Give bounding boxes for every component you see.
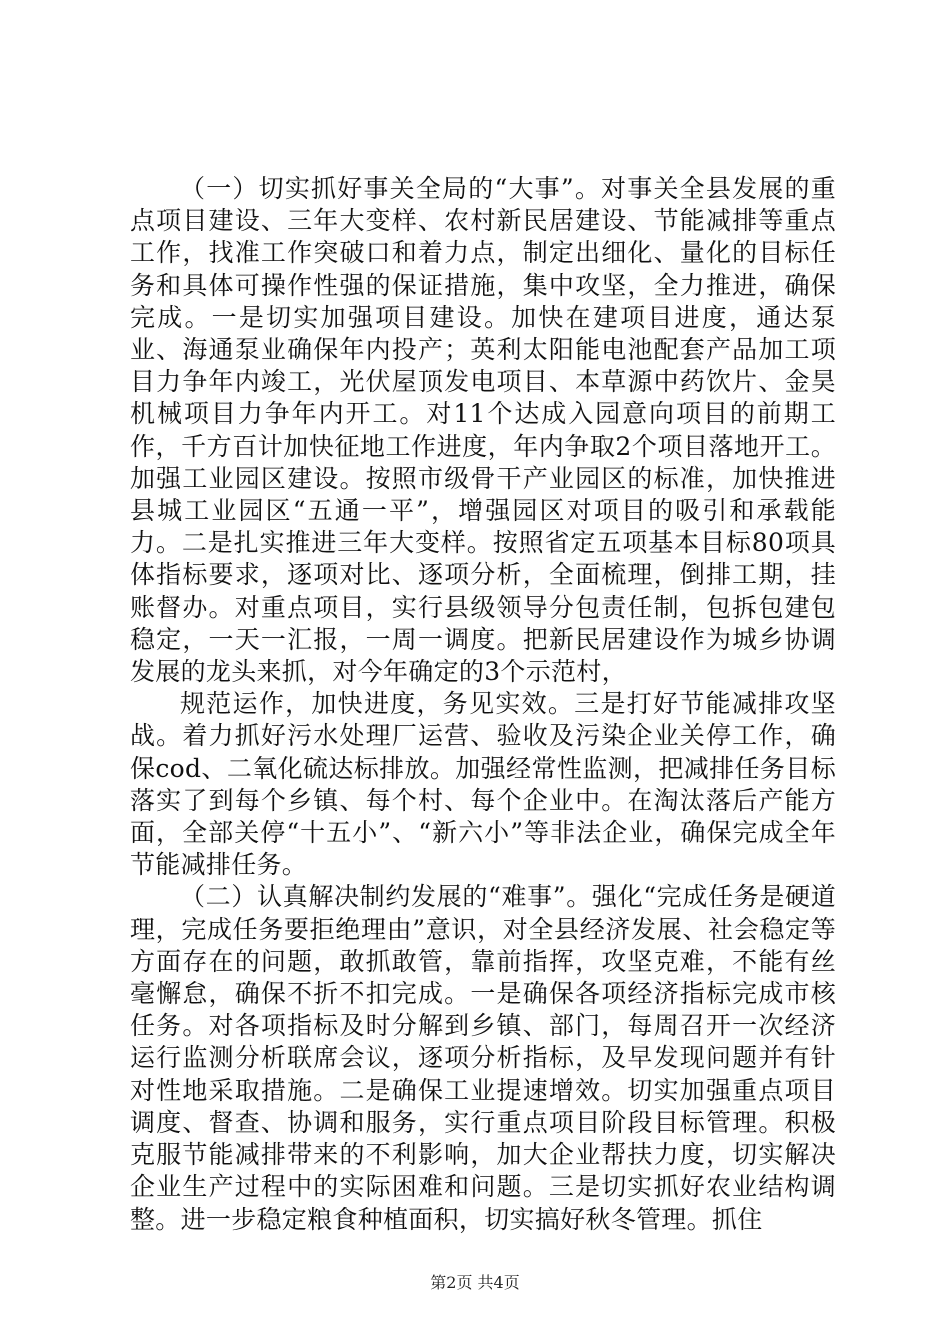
paragraph-2: 规范运作，加快进度，务见实效。三是打好节能减排攻坚战。着力抓好污水处理厂运营、验收及污染企业关停工作，确保cod、二氧化硫达标排放。加强经常性监测，把减排任务目标落实了到每个乡镇、每个村、每个企业中。在淘汰落后产能方面，全部关停“十五小”、“新六小”等非法企业，确保完成全年节能减排任务。: [130, 689, 836, 880]
page-footer: 第2页 共4页: [430, 1273, 520, 1292]
paragraph-1: （一）切实抓好事关全局的“大事”。对事关全县发展的重点项目建设、三年大变样、农村新民居建设、节能减排等重点工作，找准工作突破口和着力点，制定出细化、量化的目标任务和具体可操作性强的保证措施，集中攻坚，全力推进，确保完成。一是切实加强项目建设。加快在建项目进度，通达泵业、海通泵业确保年内投产；英利太阳能电池配套产品加工项目力争年内竣工，光伏屋顶发电项目、本草源中药饮片、金昊机械项目力争年内开工。对11个达成入园意向项目的前期工作，千方百计加快征地工作进度，年内争取2个项目落地开工。加强工业园区建设。按照市级骨干产业园区的标准，加快推进县城工业园区“五通一平”，增强园区对项目的吸引和承载能力。二是扎实推进三年大变样。按照省定五项基本目标80项具体指标要求，逐项对比、逐项分析，全面梳理，倒排工期，挂账督办。对重点项目，实行县级领导分包责任制，包拆包建包稳定，一天一汇报，一周一调度。把新民居建设作为城乡协调发展的龙头来抓，对今年确定的3个示范村，: [130, 174, 836, 687]
paragraph-3: （二）认真解决制约发展的“难事”。强化“完成任务是硬道理，完成任务要拒绝理由”意识，对全县经济发展、社会稳定等方面存在的问题，敢抓敢管，靠前指挥，攻坚克难，不能有丝毫懈怠，确保不折不扣完成。一是确保各项经济指标完成市核任务。对各项指标及时分解到乡镇、部门，每周召开一次经济运行监测分析联席会议，逐项分析指标，及早发现问题并有针对性地采取措施。二是确保工业提速增效。切实加强重点项目调度、督查、协调和服务，实行重点项目阶段目标管理。积极克服节能减排带来的不利影响，加大企业帮扶力度，切实解决企业生产过程中的实际困难和问题。三是切实抓好农业结构调整。进一步稳定粮食种植面积，切实搞好秋冬管理。抓住: [130, 882, 836, 1234]
document-body: [130, 173, 836, 1236]
